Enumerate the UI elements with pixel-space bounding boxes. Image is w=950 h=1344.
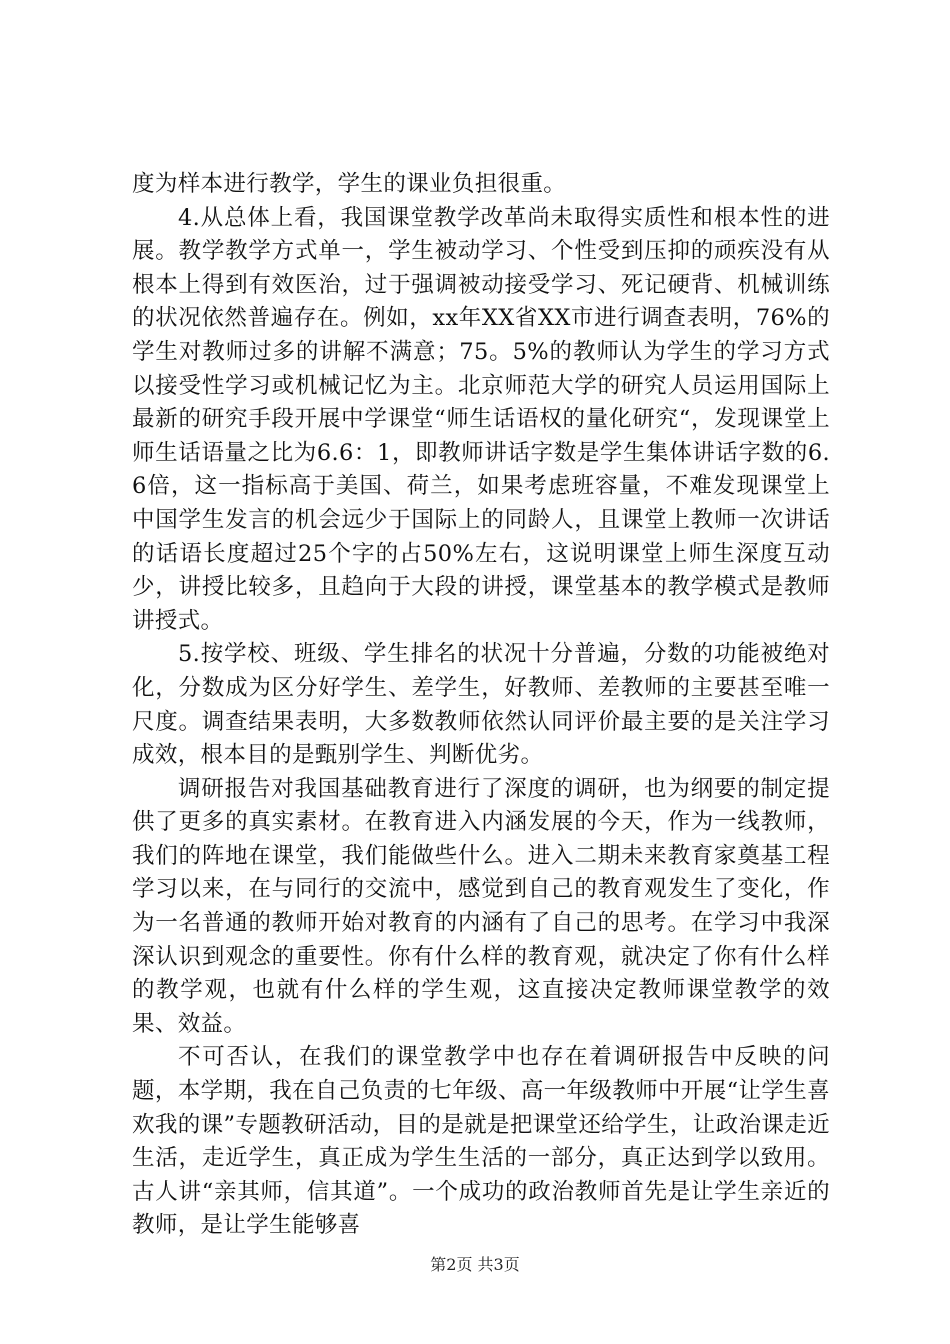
paragraph-classroom-practice: 不可否认，在我们的课堂教学中也存在着调研报告中反映的问题，本学期，我在自己负责的七年级、高一年级教师中开展“让学生喜欢我的课”专题教研活动，目的是就是把课堂还给学生，让政治课走近生活，走近学生，真正成为学生生活的一部分，真正达到学以致用。古人讲“亲其师，信其道”。一个成功的政治教师首先是让学生亲近的教师，是让学生能够喜 bbox=[132, 1044, 830, 1239]
paragraph-research-report: 调研报告对我国基础教育进行了深度的调研，也为纲要的制定提供了更多的真实素材。在教育进入内涵发展的今天，作为一线教师，我们的阵地在课堂，我们能做些什么。进入二期未来教育家奠基工程学习以来，在与同行的交流中，感觉到自己的教育观发生了变化，作为一名普通的教师开始对教育的内涵有了自己的思考。在学习中我深深认识到观念的重要性。你有什么样的教育观，就决定了你有什么样的教学观，也就有什么样的学生观，这直接决定教师课堂教学的效果、效益。 bbox=[132, 775, 830, 1037]
paragraph-point-5: 5.按学校、班级、学生排名的状况十分普遍，分数的功能被绝对化，分数成为区分好学生、差学生，好教师、差教师的主要甚至唯一尺度。调查结果表明，大多数教师依然认同评价最主要的是关注学习成效，根本目的是甄别学生、判断优劣。 bbox=[132, 641, 830, 769]
document-body bbox=[132, 168, 830, 1243]
paragraph-continuation: 度为样本进行教学，学生的课业负担很重。 bbox=[132, 171, 567, 197]
paragraph-point-4: 4.从总体上看，我国课堂教学改革尚未取得实质性和根本性的进展。教学教学方式单一，学生被动学习、个性受到压抑的顽疾没有从根本上得到有效医治，过于强调被动接受学习、死记硬背、机械训练的状况依然普遍存在。例如，xx年XX省XX市进行调查表明，76%的学生对教师过多的讲解不满意；75。5%的教师认为学生的学习方式以接受性学习或机械记忆为主。北京师范大学的研究人员运用国际上最新的研究手段开展中学课堂“师生话语权的量化研究“，发现课堂上师生话语量之比为6.6：1，即教师讲话字数是学生集体讲话字数的6.6倍，这一指标高于美国、荷兰，如果考虑班容量，不难发现课堂上中国学生发言的机会远少于国际上的同龄人，且课堂上教师一次讲话的话语长度超过25个字的占50%左右，这说明课堂上师生深度互动少，讲授比较多，且趋向于大段的讲授，课堂基本的教学模式是教师讲授式。 bbox=[132, 204, 830, 634]
page-number-footer: 第2页 共3页 bbox=[430, 1255, 520, 1274]
